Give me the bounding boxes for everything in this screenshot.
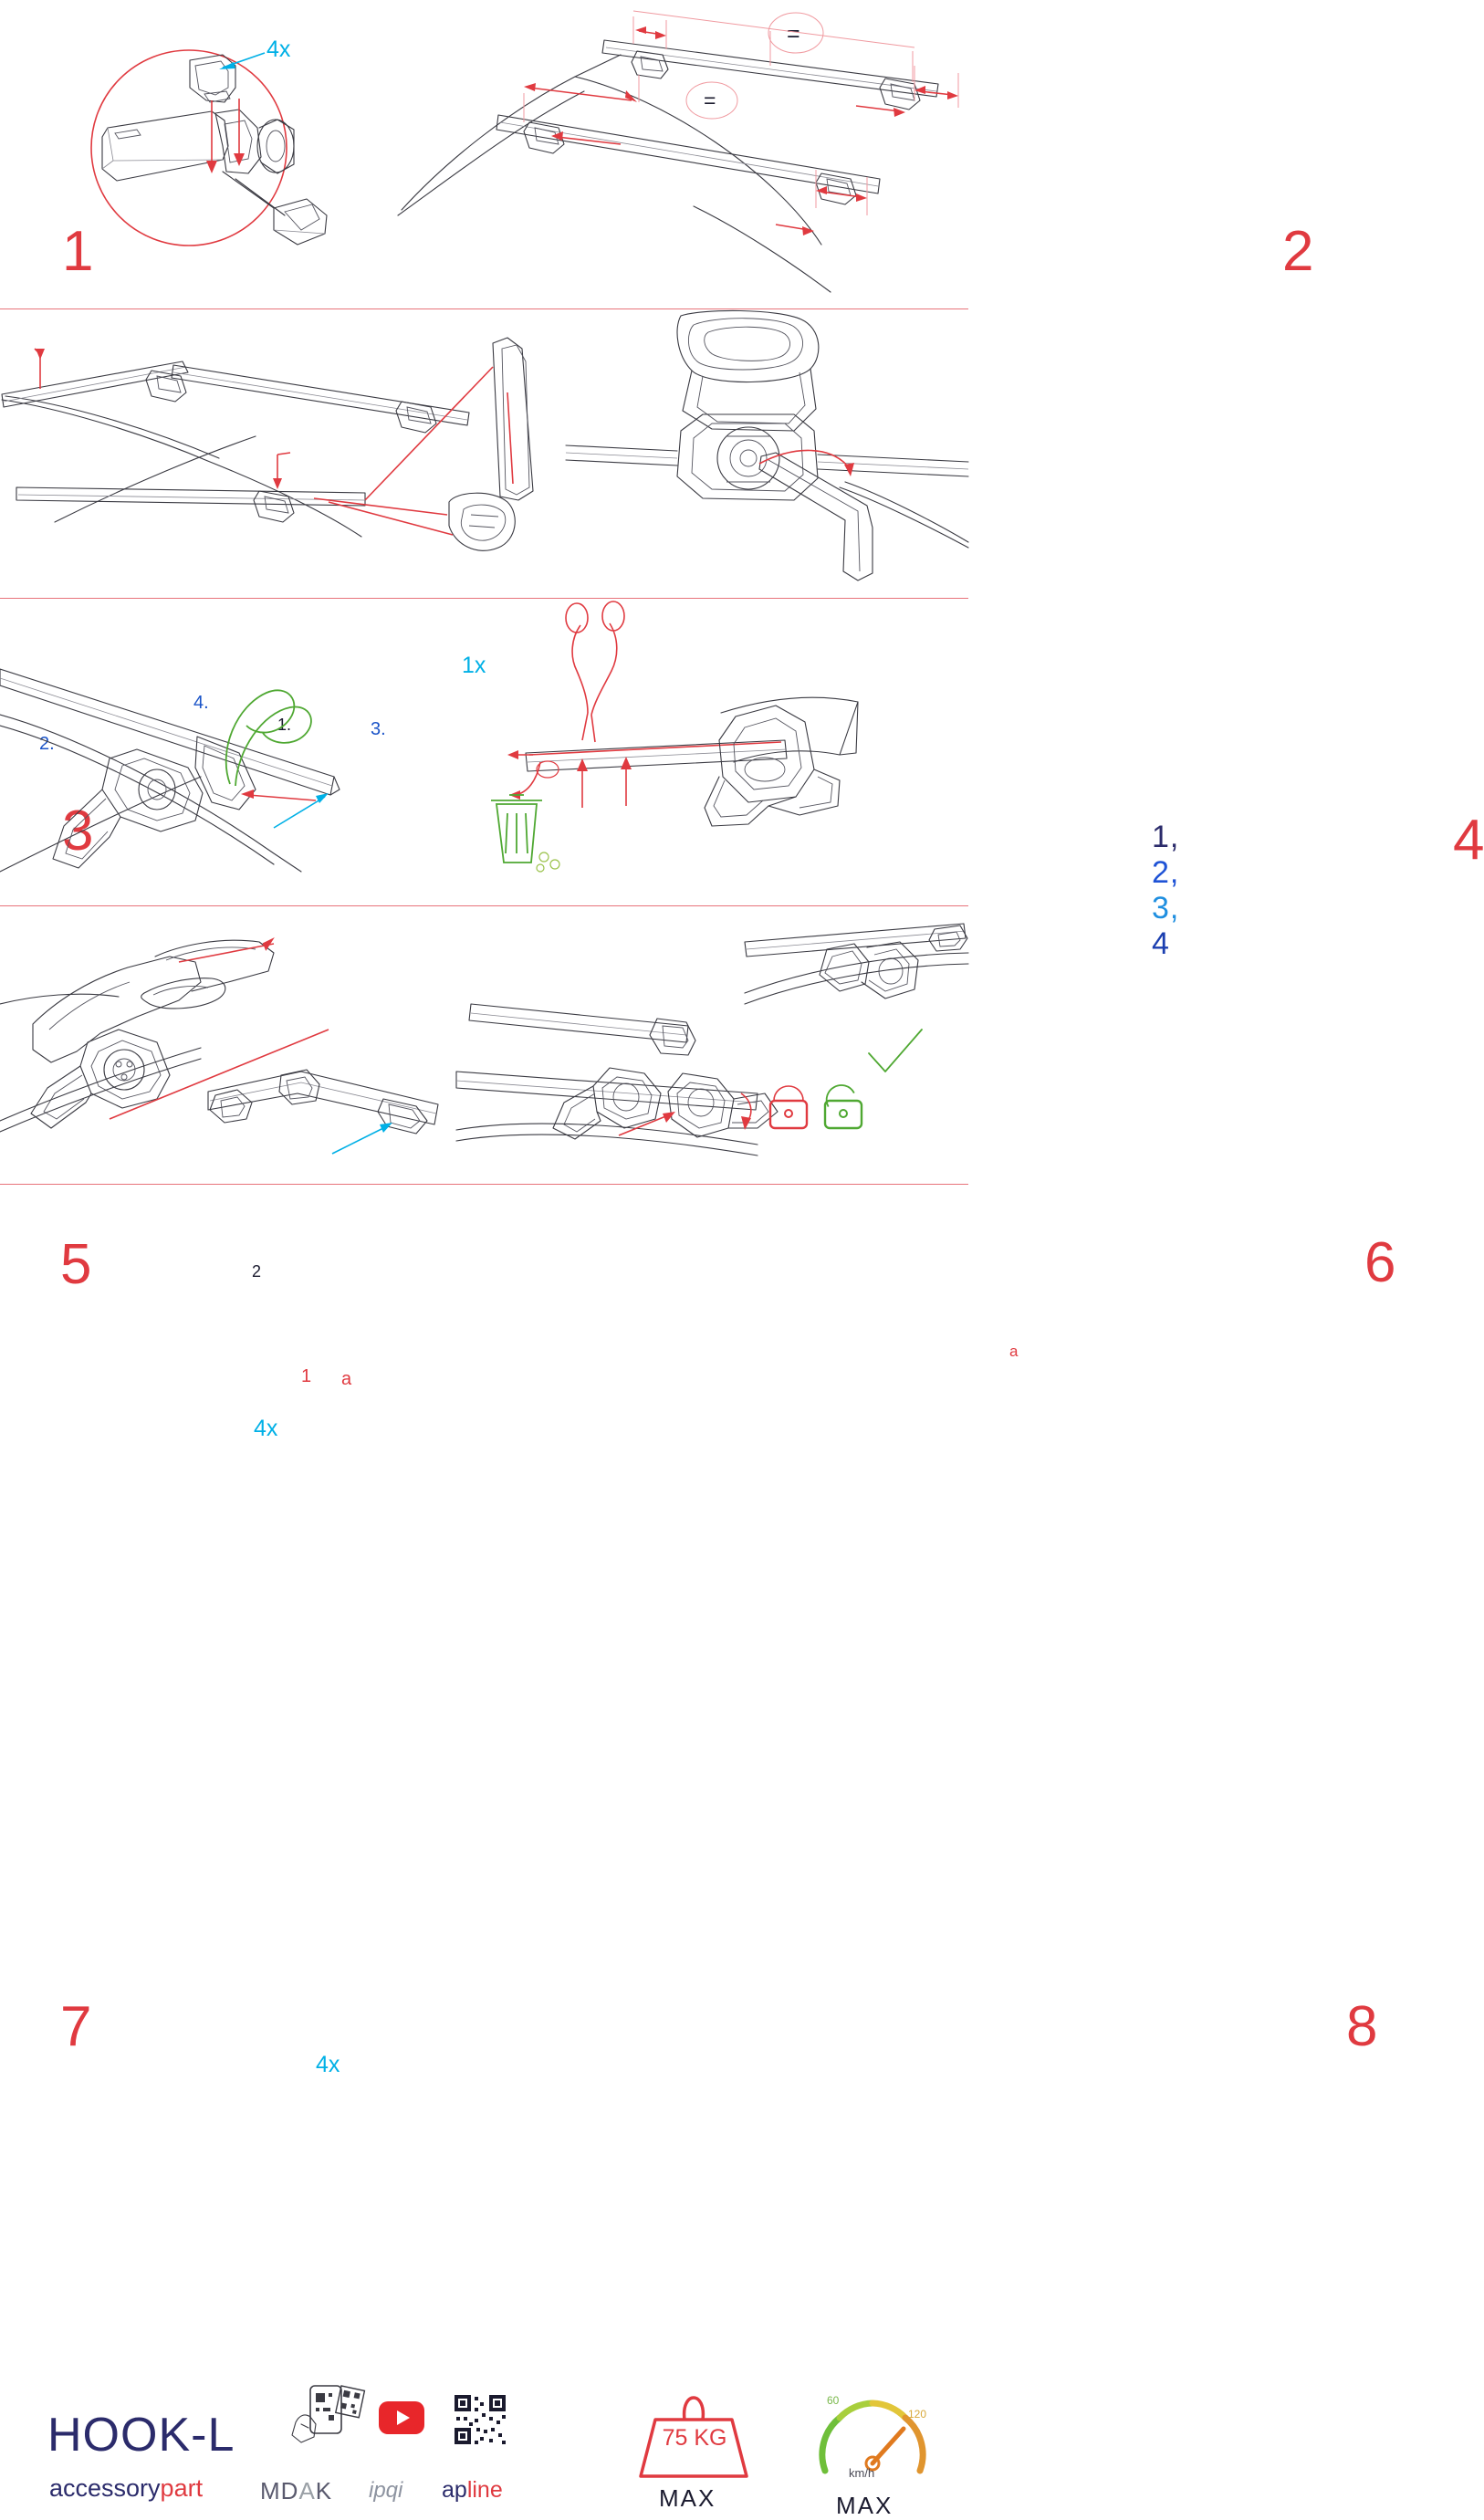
step-5-label-2: 2 — [252, 1262, 262, 1281]
speed-unit-label: km/h — [849, 2466, 875, 2480]
max-load-caption: MAX — [659, 2484, 716, 2512]
qr-code-icon — [453, 2393, 507, 2446]
seq-2: 2, — [1152, 855, 1180, 890]
step-5-number: 5 — [60, 1233, 92, 1296]
step-5-label-a: a — [341, 1369, 352, 1389]
step-3-label-1x: 1x — [462, 653, 486, 678]
qr-scan-phone-icon — [290, 2384, 372, 2457]
step-3-label-3: 3. — [371, 719, 386, 739]
seq-3: 3, — [1152, 891, 1180, 925]
step-8-number: 8 — [1346, 1995, 1378, 2058]
step-3-panel — [0, 308, 566, 863]
gauge-min-label: 60 — [827, 2394, 840, 2407]
step-7-number: 7 — [60, 1995, 92, 2058]
step-6-number: 6 — [1364, 1231, 1396, 1294]
step-3-label-1: 1. — [277, 716, 292, 734]
step-5-label-4x: 4x — [254, 1416, 278, 1441]
svg-text:=: = — [704, 89, 716, 112]
step-2-number: 2 — [1282, 220, 1314, 283]
logo-apline — [442, 2477, 503, 2504]
step-1-number: 1 — [62, 220, 94, 283]
step-6-label-a: a — [1009, 1343, 1019, 1360]
apline-text-a: ap — [442, 2477, 467, 2503]
product-name: HOOK-L — [47, 2409, 235, 2462]
max-speed-caption: MAX — [836, 2492, 894, 2519]
logo-ipqi: ipqi — [369, 2478, 403, 2503]
step-4-sequence — [1152, 820, 1179, 962]
step-1-panel — [0, 0, 392, 308]
logo-mdak — [260, 2477, 332, 2505]
mdak-text-c: K — [315, 2477, 333, 2504]
svg-text:=: = — [787, 21, 800, 47]
step-7-label-4x: 4x — [316, 2052, 340, 2077]
step-6-panel — [475, 598, 1396, 1360]
gauge-max-label: 120 — [908, 2408, 927, 2421]
step-3-label-4: 4. — [193, 693, 209, 713]
step-7-panel — [0, 905, 456, 2077]
step-3-number: 3 — [62, 800, 94, 863]
step-1-label-4x: 4x — [266, 37, 291, 62]
step-2-panel — [392, 0, 1314, 308]
step-4-number: 4 — [1453, 809, 1484, 872]
mdak-text-a: MD — [260, 2477, 299, 2504]
apline-text-b: line — [466, 2477, 503, 2503]
max-load-value: 75 KG — [662, 2425, 727, 2451]
brand-label — [49, 2474, 203, 2503]
step-5-label-1: 1 — [301, 1366, 312, 1386]
step-3-label-2: 2. — [39, 734, 55, 754]
step-5-panel — [0, 598, 475, 1441]
step-8-panel — [456, 905, 1378, 2058]
mdak-text-b: A — [298, 2477, 316, 2504]
step-4-panel — [566, 308, 1484, 961]
seq-1: 1, — [1152, 820, 1180, 854]
brand-part-2: part — [160, 2474, 204, 2502]
brand-part-1: accessory — [49, 2474, 161, 2502]
seq-4: 4 — [1152, 926, 1170, 961]
youtube-icon[interactable] — [378, 2400, 425, 2435]
